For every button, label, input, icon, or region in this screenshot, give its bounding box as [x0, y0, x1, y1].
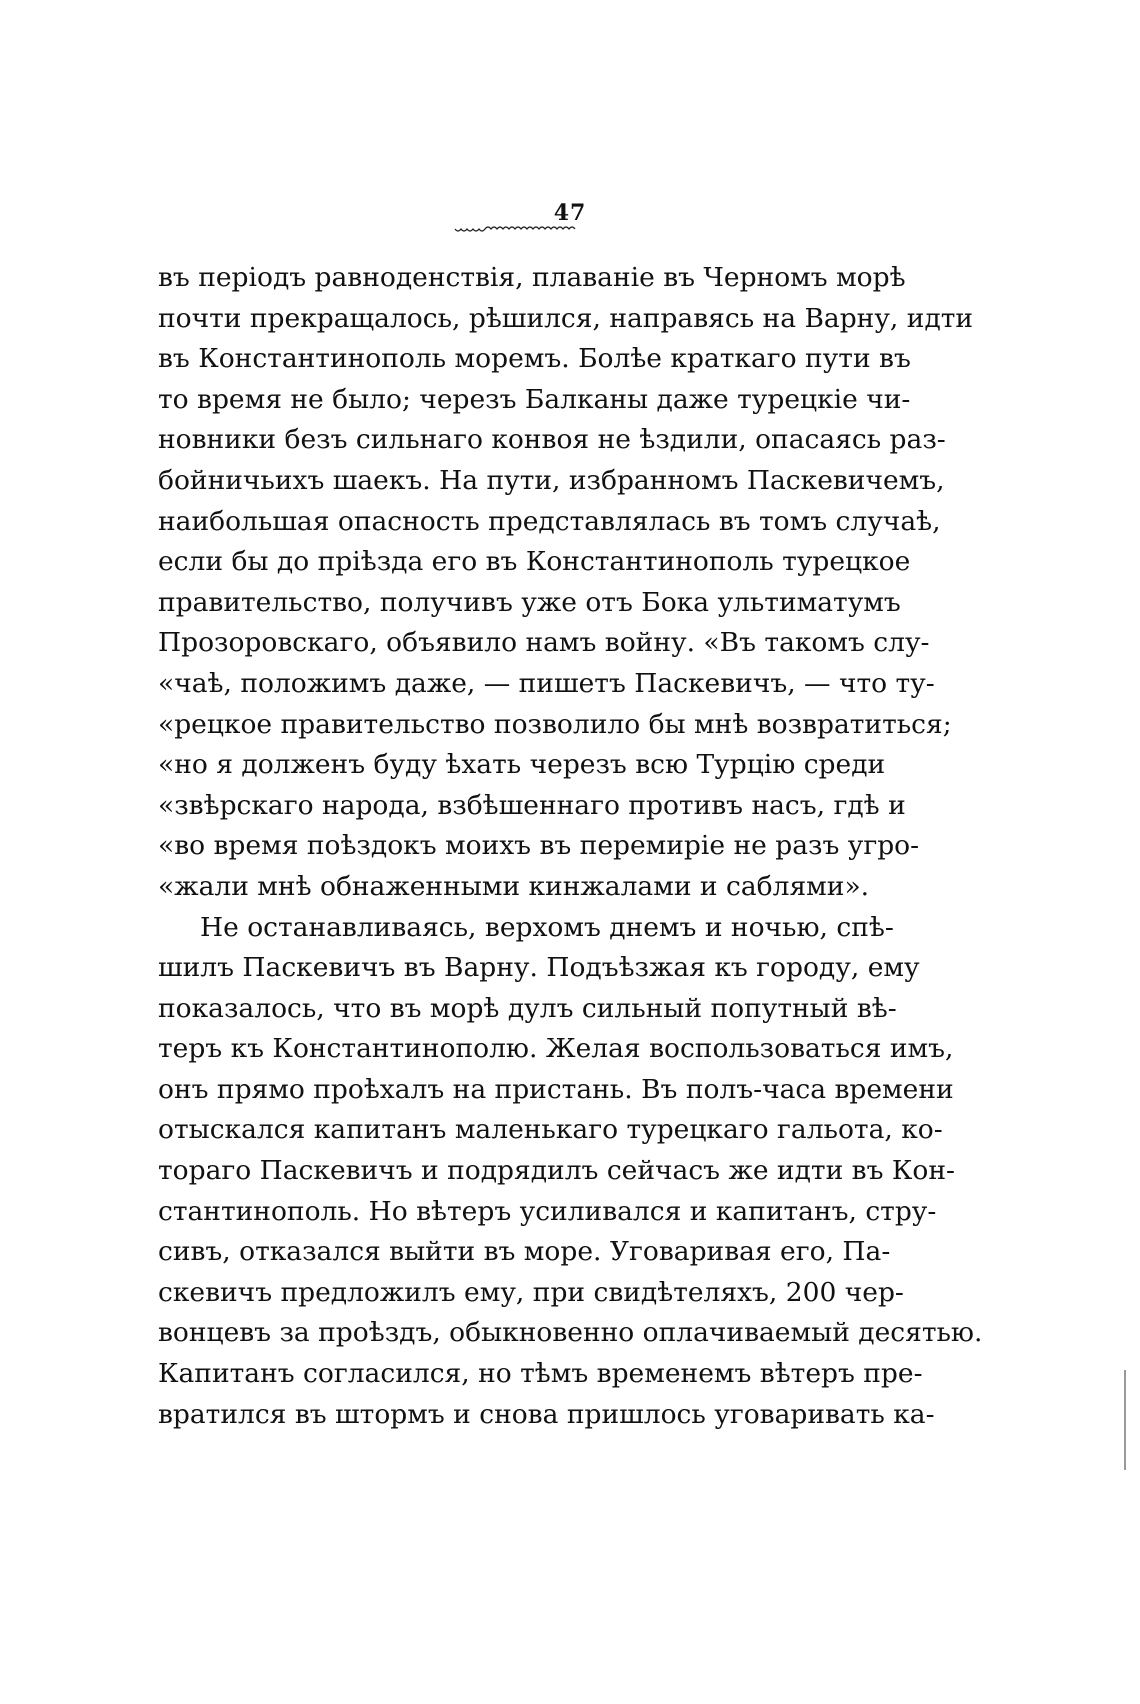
text-line: онъ прямо проѣхалъ на пристань. Въ полъ-часа времени: [158, 1073, 954, 1105]
header-ornament: [455, 224, 575, 234]
text-line: въ Константинополь моремъ. Болѣе краткаго пути въ: [158, 343, 911, 375]
page-edge-mark: [1124, 1370, 1126, 1470]
text-line: вонцевъ за проѣздъ, обыкновенно оплачиваемый десятью.: [158, 1317, 983, 1349]
text-line: отыскался капитанъ маленькаго турецкаго гальота, ко-: [158, 1114, 943, 1146]
text-line: сивъ, отказался выйти въ море. Уговаривая его, Па-: [158, 1236, 891, 1268]
page-number: 47: [553, 200, 587, 226]
text-line: Капитанъ согласился, но тѣмъ временемъ вѣтеръ пре-: [158, 1358, 923, 1390]
text-line: шилъ Паскевичъ въ Варну. Подъѣзжая къ городу, ему: [158, 952, 920, 984]
text-line: теръ къ Константинополю. Желая воспользоваться имъ,: [158, 1033, 954, 1065]
text-line: «во время поѣздокъ моихъ въ перемиріе не разъ угро-: [158, 830, 920, 862]
text-line: «но я долженъ буду ѣхать черезъ всю Турцію среди: [158, 749, 886, 781]
text-line: тораго Паскевичъ и подрядилъ сейчасъ же идти въ Кон-: [158, 1155, 955, 1187]
text-line: то время не было; черезъ Балканы даже турецкіе чи-: [158, 383, 911, 415]
text-line: Прозоровскаго, объявило намъ войну. «Въ такомъ слу-: [158, 627, 930, 659]
text-line: стантинополь. Но вѣтеръ усиливался и капитанъ, стру-: [158, 1195, 937, 1227]
text-line: новники безъ сильнаго конвоя не ѣздили, опасаясь раз-: [158, 424, 946, 456]
text-line: вратился въ штормъ и снова пришлось уговаривать ка-: [158, 1398, 935, 1430]
text-line: «чаѣ, положимъ даже, — пишетъ Паскевичъ, — что ту-: [158, 667, 935, 699]
text-line: въ періодъ равноденствія, плаваніе въ Черномъ морѣ: [158, 262, 906, 293]
text-line: скевичъ предложилъ ему, при свидѣтеляхъ, 200 чер-: [158, 1276, 904, 1308]
text-line: «звѣрскаго народа, взбѣшеннаго противъ насъ, гдѣ и: [158, 789, 906, 821]
text-line-paragraph-end: «жали мнѣ обнаженными кинжалами и саблями».: [158, 870, 870, 902]
text-line: если бы до пріѣзда его въ Константинополь турецкое: [158, 546, 911, 578]
text-line: показалось, что въ морѣ дулъ сильный попутный вѣ-: [158, 992, 897, 1024]
text-line: почти прекращалось, рѣшился, направясь на Варну, идти: [158, 302, 974, 334]
text-line: бойничьихъ шаекъ. На пути, избранномъ Паскевичемъ,: [158, 464, 945, 496]
text-line-paragraph-start: Не останавливаясь, верхомъ днемъ и ночью, спѣ-: [200, 911, 894, 943]
body-text: [158, 258, 983, 1435]
text-line: наибольшая опасность представлялась въ томъ случаѣ,: [158, 505, 941, 537]
text-line: «рецкое правительство позволило бы мнѣ возвратиться;: [158, 708, 952, 740]
text-line: правительство, получивъ уже отъ Бока ультиматумъ: [158, 586, 901, 618]
